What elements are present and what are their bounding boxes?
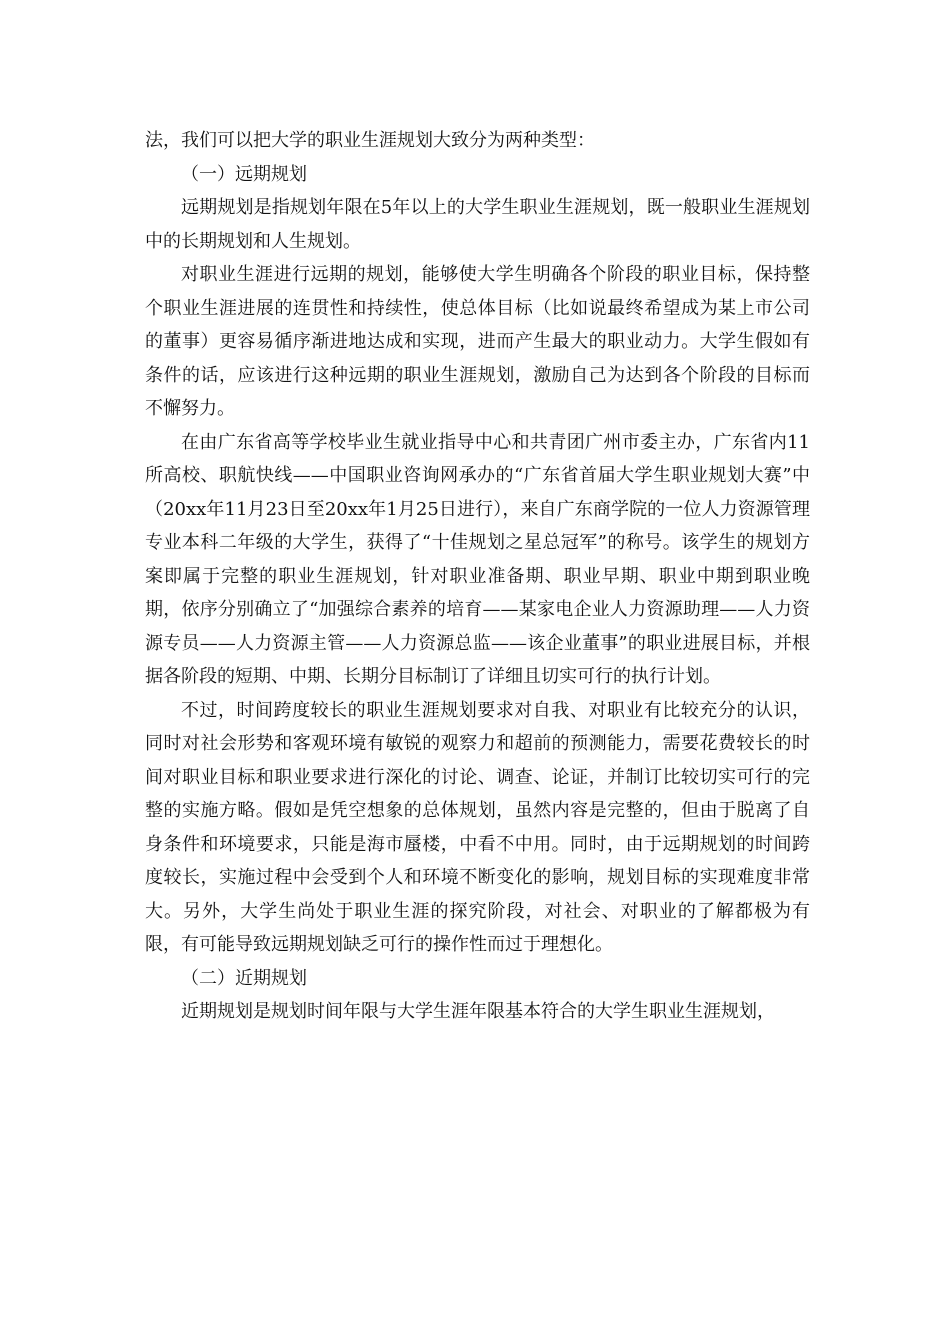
paragraph-competition-example: 在由广东省高等学校毕业生就业指导中心和共青团广州市委主办，广东省内11所高校、职航快线——中国职业咨询网承办的“广东省首届大学生职业规划大赛”中（20xx年11月23日至20xx年1月25日进行），来自广东商学院的一位人力资源管理专业本科二年级的大学生，获得了“十佳规划之星总冠军”的称号。该学生的规划方案即属于完整的职业生涯规划，针对职业准备期、职业早期、职业中期到职业晚期，依序分别确立了“加强综合素养的培育——某家电企业人力资源助理——人力资源专员——人力资源主管——人力资源总监——该企业董事”的职业进展目标，并根据各阶段的短期、中期、长期分目标制订了详细且切实可行的执行计划。: [145, 431, 810, 687]
paragraph-continuation: 法，我们可以把大学的职业生涯规划大致分为两种类型：: [145, 130, 595, 151]
document-body: [145, 124, 810, 1029]
section-heading-short-term-planning: （二）近期规划: [181, 967, 307, 989]
paragraph-long-term-drawbacks: 不过，时间跨度较长的职业生涯规划要求对自我、对职业有比较充分的认识，同时对社会形势和客观环境有敏锐的观察力和超前的预测能力，需要花费较长的时间对职业目标和职业要求进行深化的讨论、调查、论证，并制订比较切实可行的完整的实施方略。假如是凭空想象的总体规划，虽然内容是完整的，但由于脱离了自身条件和环境要求，只能是海市蜃楼，中看不中用。同时，由于远期规划的时间跨度较长，实施过程中会受到个人和环境不断变化的影响，规划目标的实现难度非常大。另外，大学生尚处于职业生涯的探究阶段，对社会、对职业的了解都极为有限，有可能导致远期规划缺乏可行的操作性而过于理想化。: [145, 699, 810, 955]
paragraph-long-term-definition: 远期规划是指规划年限在5年以上的大学生职业生涯规划，既一般职业生涯规划中的长期规划和人生规划。: [145, 197, 810, 252]
paragraph-short-term-definition: 近期规划是规划时间年限与大学生涯年限基本符合的大学生职业生涯规划，: [181, 1001, 775, 1022]
paragraph-long-term-benefits: 对职业生涯进行远期的规划，能够使大学生明确各个阶段的职业目标，保持整个职业生涯进展的连贯性和持续性，使总体目标（比如说最终希望成为某上市公司的董事）更容易循序渐进地达成和实现，进而产生最大的职业动力。大学生假如有条件的话，应该进行这种远期的职业生涯规划，激励自己为达到各个阶段的目标而不懈努力。: [145, 264, 810, 419]
section-heading-long-term-planning: （一）远期规划: [181, 163, 307, 185]
